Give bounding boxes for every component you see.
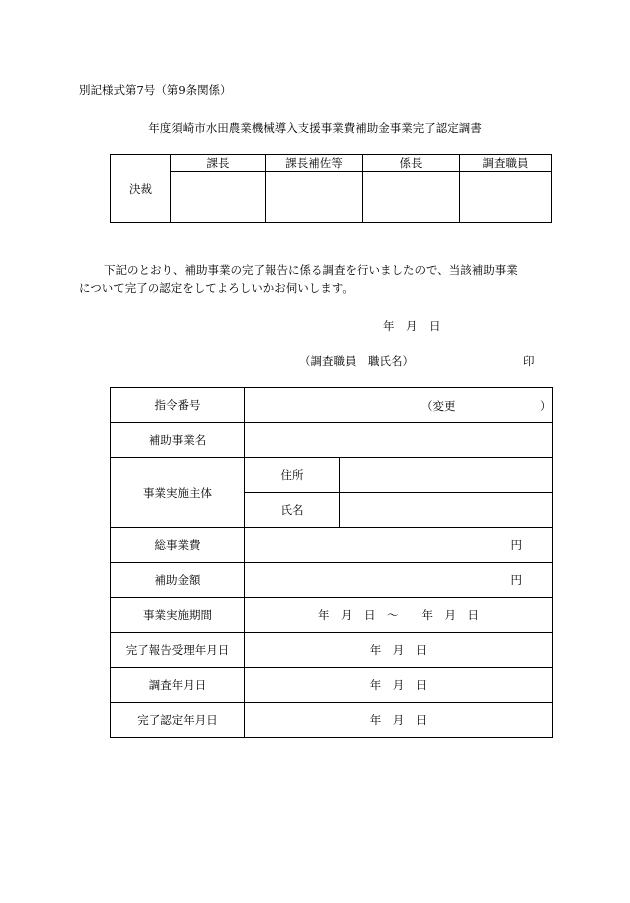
report-date-label: 完了報告受理年月日: [111, 633, 245, 668]
details-table: [110, 387, 553, 738]
certification-date-label: 完了認定年月日: [111, 703, 245, 738]
approval-col-section-chief: 課長: [171, 155, 266, 172]
approval-seal-box: [363, 172, 460, 223]
order-number-change: （変更: [421, 399, 456, 413]
approval-seal-box: [460, 172, 552, 223]
implementer-label: 事業実施主体: [111, 458, 245, 528]
approval-col-investigator: 調査職員: [460, 155, 552, 172]
address-value: [340, 458, 553, 493]
survey-date-label: 調査年月日: [111, 668, 245, 703]
subsidy-unit: 円: [245, 563, 553, 598]
approval-col-deputy-chief: 課長補佐等: [266, 155, 363, 172]
survey-date-value: 年 月 日: [245, 668, 553, 703]
investigator-label: （調査職員 職氏名）: [299, 354, 414, 368]
form-number: 別記様式第7号（第9条関係）: [79, 83, 232, 97]
date-line: 年 月 日: [383, 319, 441, 333]
project-name-label: 補助事業名: [111, 423, 245, 458]
approval-label: 決裁: [111, 155, 171, 223]
report-date-value: 年 月 日: [245, 633, 553, 668]
approval-seal-box: [171, 172, 266, 223]
period-value: 年 月 日 ～ 年 月 日: [245, 598, 553, 633]
order-number-cell: [245, 388, 553, 423]
approval-col-subsection-chief: 係長: [363, 155, 460, 172]
seal-mark: 印: [523, 354, 535, 368]
body-text-line1: 下記のとおり、補助事業の完了報告に係る調査を行いましたので、当該補助事業: [104, 263, 518, 277]
address-label: 住所: [245, 458, 340, 493]
approval-table: [110, 154, 552, 223]
body-text-line2: について完了の認定をしてよろしいかお伺いします。: [79, 281, 354, 295]
name-label: 氏名: [245, 493, 340, 528]
order-number-label: 指令番号: [111, 388, 245, 423]
approval-seal-box: [266, 172, 363, 223]
document-title: 年度須崎市水田農業機械導入支援事業費補助金事業完了認定調書: [148, 121, 482, 135]
name-value: [340, 493, 553, 528]
subsidy-label: 補助金額: [111, 563, 245, 598]
order-number-close: ）: [540, 399, 552, 413]
total-cost-label: 総事業費: [111, 528, 245, 563]
project-name-value: [245, 423, 553, 458]
certification-date-value: 年 月 日: [245, 703, 553, 738]
total-cost-unit: 円: [245, 528, 553, 563]
period-label: 事業実施期間: [111, 598, 245, 633]
